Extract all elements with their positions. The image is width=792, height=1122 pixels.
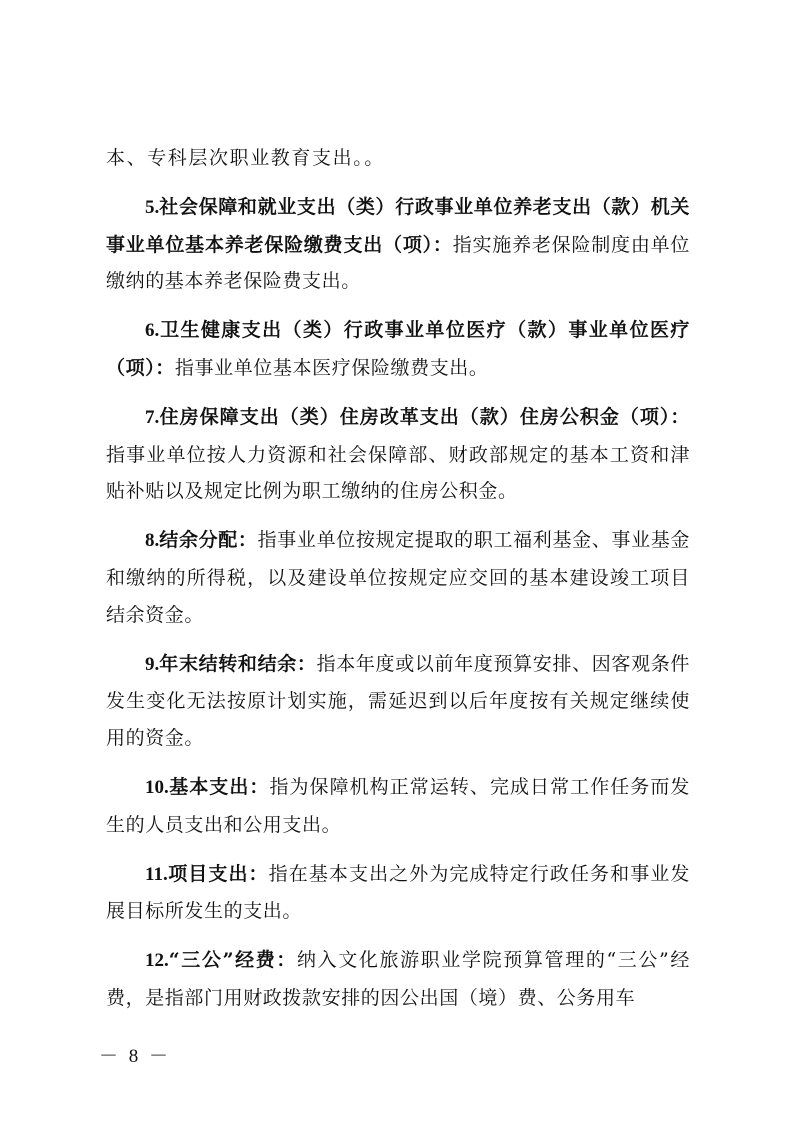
item-number: 10.: [145, 776, 169, 798]
item-term: “三公”经费：: [168, 949, 298, 972]
page-number: － 8 －: [99, 1046, 172, 1067]
item-term: 卫生健康支出（类）行政事业单位医疗（款）事业单位医疗（项）：: [106, 319, 690, 379]
paragraph-11: [106, 856, 690, 931]
item-text: 指事业单位按人力资源和社会保障部、财政部规定的基本工资和津贴补贴以及规定比例为职工缴纳的住房公积金。: [106, 443, 690, 503]
item-number: 11.: [145, 863, 168, 885]
item-number: 7.: [145, 406, 160, 428]
item-text: 指为保障机构正常运转、完成日常工作任务而发生的人员支出和公用支出。: [106, 775, 690, 836]
item-text: 指本年度或以前年度预算安排、因客观条件发生变化无法按原计划实施，需延迟到以后年度按有关规定继续使用的资金。: [106, 652, 690, 750]
item-term: 项目支出：: [167, 862, 269, 885]
item-term: 住房保障支出（类）住房改革支出（款）住房公积金（项）：: [159, 405, 690, 428]
item-term: 结余分配：: [159, 529, 258, 552]
paragraph-6: [106, 312, 690, 387]
paragraph-text: 本、专科层次职业教育支出。。: [106, 147, 385, 169]
item-text: 指实施养老保险制度由单位缴纳的基本养老保险费支出。: [106, 233, 690, 293]
item-term: 社会保障和就业支出（类）行政事业单位养老支出（款）机关事业单位基本养老保险缴费支出（项）：: [106, 195, 690, 256]
item-number: 6.: [145, 320, 160, 342]
document-body: [106, 140, 690, 1029]
paragraph-9: [106, 646, 690, 757]
paragraph-continuation: [106, 140, 690, 177]
item-text: 纳入文化旅游职业学院预算管理的“三公”经费，是指部门用财政拨款安排的因公出国（境）费、公务用车: [106, 949, 690, 1009]
item-term: 年末结转和结余：: [159, 652, 317, 675]
paragraph-12: [106, 942, 690, 1017]
item-number: 12.: [145, 950, 169, 972]
item-term: 基本支出：: [168, 775, 270, 798]
paragraph-7: [106, 399, 690, 510]
item-number: 5.: [145, 196, 160, 218]
paragraph-10: [106, 769, 690, 844]
item-text: 指事业单位基本医疗保险缴费支出。: [174, 356, 489, 379]
item-text: 指事业单位按规定提取的职工福利基金、事业基金和缴纳的所得税，以及建设单位按规定应交回的基本建设竣工项目结余资金。: [106, 529, 690, 626]
item-number: 9.: [145, 653, 160, 675]
paragraph-5: [106, 189, 690, 300]
item-number: 8.: [145, 530, 160, 552]
item-text: 指在基本支出之外为完成特定行政任务和事业发展目标所发生的支出。: [106, 862, 690, 923]
paragraph-8: [106, 522, 690, 633]
